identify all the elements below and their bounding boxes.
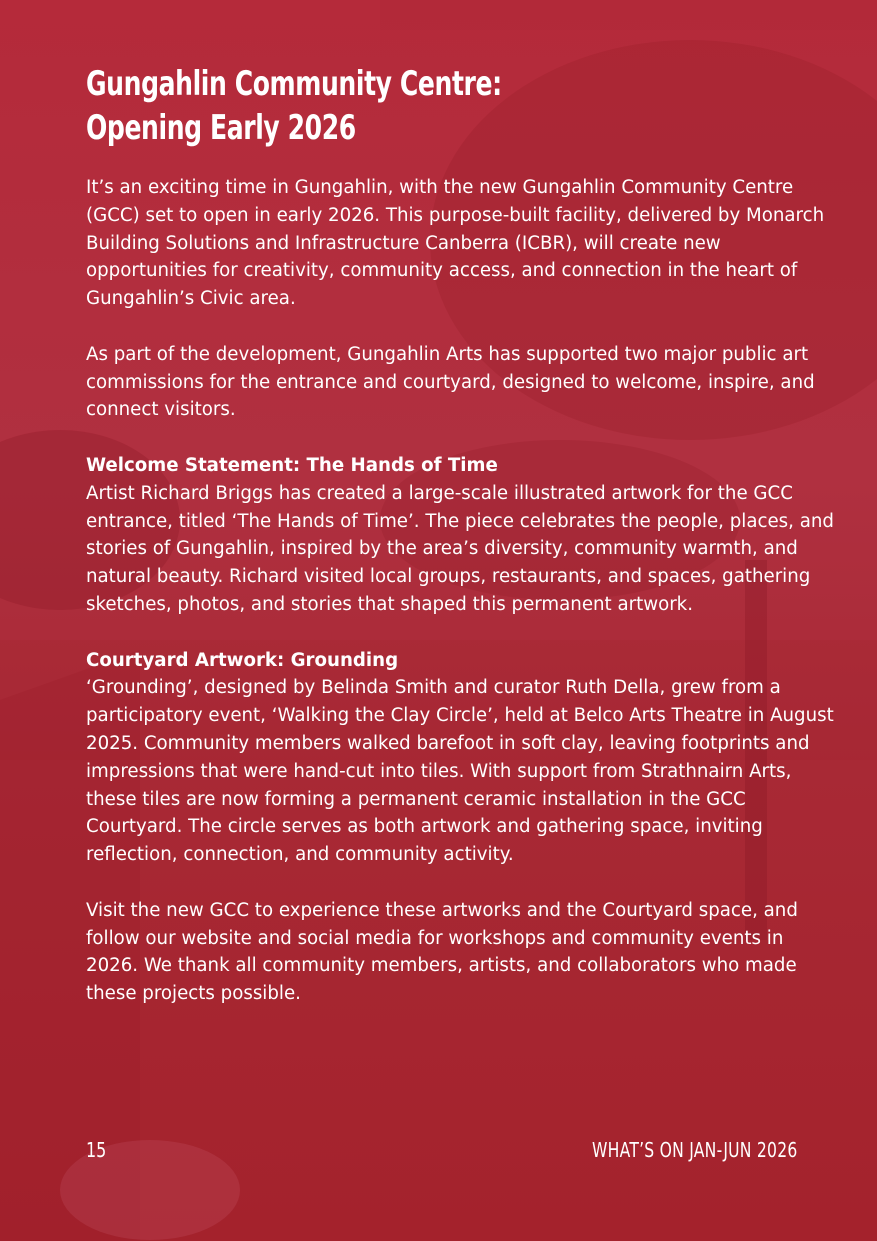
title-line: Opening Early 2026 <box>86 108 356 148</box>
article <box>86 62 836 1036</box>
paragraph-text: As part of the development, Gungahlin Arts has supported two major public art commissions for the entrance and courtyard, designed to welcome, inspire, and connect visitors. <box>86 343 815 421</box>
paragraph-closing <box>86 897 836 1008</box>
paragraph-text: It’s an exciting time in Gungahlin, with the new Gungahlin Community Centre (GCC) set to open in early 2026. This purpose-built facility, delivered by Monarch Building Solutions and Infrastructure Canberra (ICBR), will create new opportunities for creativity, community access, and connection in the heart of Gungahlin’s Civic area. <box>86 177 825 310</box>
section-hands-of-time <box>86 452 836 619</box>
paragraph-commissions <box>86 341 836 424</box>
page-title <box>86 62 545 150</box>
paragraph-text: Artist Richard Briggs has created a large-scale illustrated artwork for the GCC entrance, titled ‘The Hands of Time’. The piece celebrates the people, places, and stories of Gungahlin, inspired by the area’s diversity, community warmth, and natural beauty. Richard visited local groups, restaurants, and spaces, gathering sketches, photos, and stories that shaped this permanent artwork. <box>86 482 834 615</box>
title-line: Gungahlin Community Centre: <box>86 64 502 104</box>
paragraph-text: Visit the new GCC to experience these artworks and the Courtyard space, and follow our website and social media for workshops and community events in 2026. We thank all community members, artists, and collaborators who made these projects possible. <box>86 899 798 1005</box>
paragraph-intro <box>86 174 836 313</box>
article-body <box>86 174 836 1008</box>
page-number: 15 <box>86 1138 107 1162</box>
section-grounding <box>86 647 836 869</box>
section-heading: Welcome Statement: The Hands of Time <box>86 454 498 476</box>
section-heading: Courtyard Artwork: Grounding <box>86 649 399 671</box>
paragraph-text: ‘Grounding’, designed by Belinda Smith and curator Ruth Della, grew from a participatory event, ‘Walking the Clay Circle’, held at Belco Arts Theatre in August 2025. Community members walked barefoot in soft clay, leaving footprints and impressions that were hand-cut into tiles. With support from Strathnairn Arts, these tiles are now forming a permanent ceramic installation in the GCC Courtyard. The circle serves as both artwork and gathering space, inviting reflection, connection, and community activity. <box>86 677 834 866</box>
publication-title: WHAT’S ON JAN-JUN 2026 <box>592 1138 798 1162</box>
